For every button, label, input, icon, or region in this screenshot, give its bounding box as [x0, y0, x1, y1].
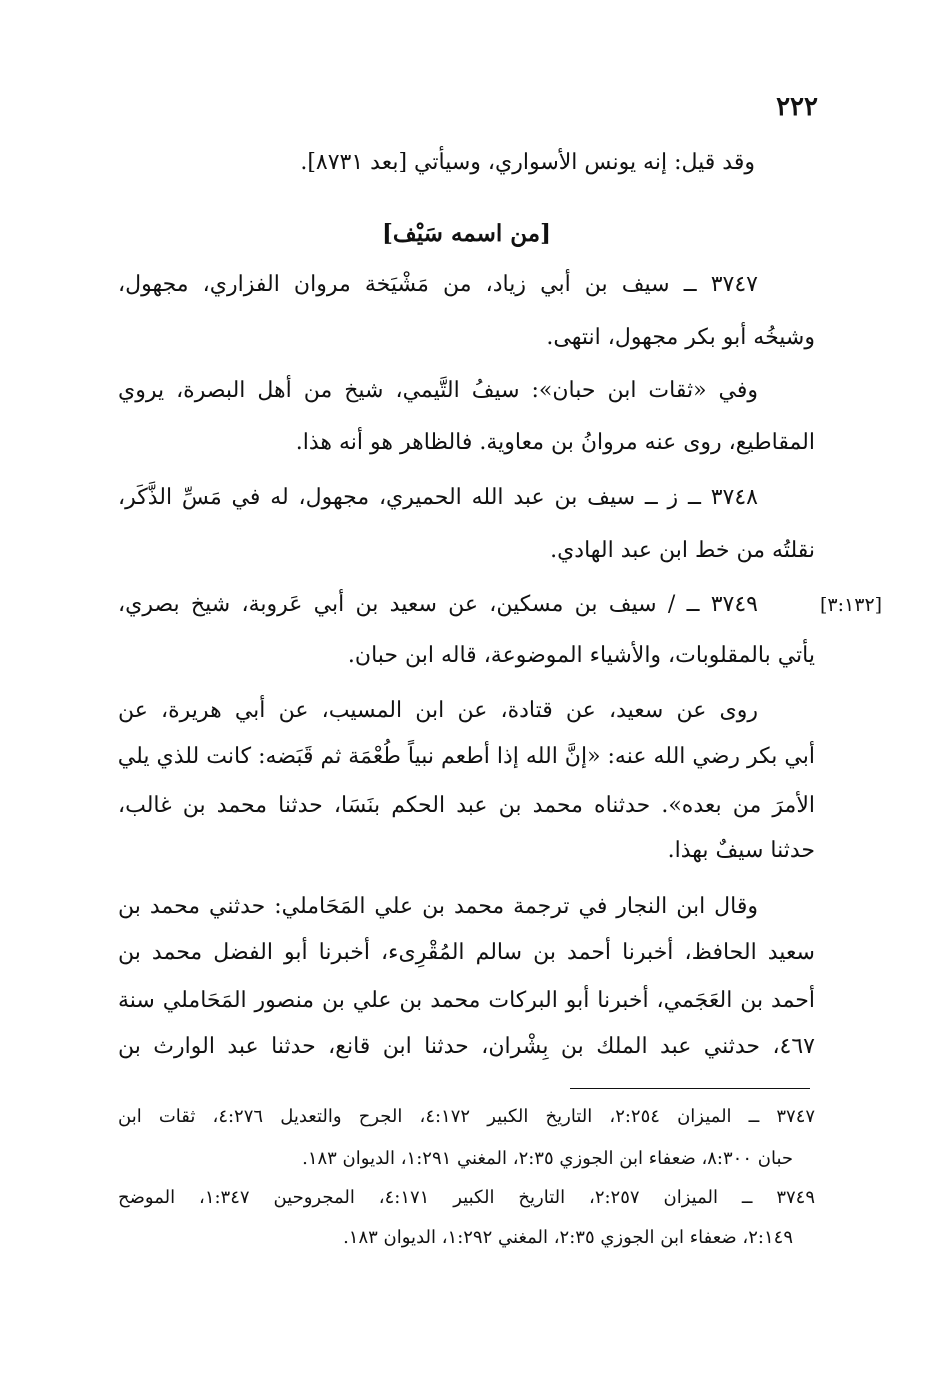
hadith-line-1: روى عن سعيد، عن قتادة، عن ابن المسيب، عن أبي هريرة، عن — [118, 698, 758, 723]
margin-reference: [٣:١٣٢] — [820, 594, 883, 616]
najjar-line-4: ٤٦٧، حدثني عبد الملك بن بِشْران، حدثنا ابن قانع، حدثنا عبد الوارث بن — [118, 1034, 815, 1059]
entry-3749-line-1: ٣٧٤٩ ــ / سيف بن مسكين، عن سعيد بن أبي عَروبة، شيخ بصري، — [118, 592, 758, 617]
footnote-3747-line-2: حبان ٨:٣٠٠، ضعفاء ابن الجوزي ٢:٣٥، المغني ١:٢٩١، الديوان ١٨٣. — [302, 1148, 793, 1169]
najjar-line-1: وقال ابن النجار في ترجمة محمد بن علي المَحَاملي: حدثني محمد بن — [118, 894, 758, 919]
najjar-line-3: أحمد بن العَجَمي، أخبرنا أبو البركات محمد بن علي بن منصور المَحَاملي سنة — [118, 988, 815, 1013]
entry-3747-line-2: وشيخُه أبو بكر مجهول، انتهى. — [546, 325, 815, 350]
section-heading: [من اسمه سَيْف] — [382, 220, 551, 247]
hadith-line-4: حدثنا سيفٌ بهذا. — [667, 838, 815, 863]
hadith-line-2: أبي بكر رضي الله عنه: «إنَّ الله إذا أطعم نبياً طُعْمَة ثم قَبَضه: كانت للذي يلي — [117, 744, 815, 769]
page-number: ٢٢٢ — [776, 92, 818, 122]
footnote-3749-line-2: ٢:١٤٩، ضعفاء ابن الجوزي ٢:٣٥، المغني ١:٢٩٢، الديوان ١٨٣. — [343, 1227, 793, 1248]
entry-3748-line-1: ٣٧٤٨ ــ ز ــ سيف بن عبد الله الحميري، مجهول، له في مَسِّ الذَّكَر، — [118, 485, 758, 510]
thiqat-line-1: وفي «ثقات ابن حبان»: سيفُ التَّيمي، شيخ من أهل البصرة، يروي — [118, 378, 758, 403]
entry-3747-line-1: ٣٧٤٧ ــ سيف بن أبي زياد، من مَشْيَخة مروان الفزاري، مجهول، — [118, 272, 758, 297]
footnote-3747-line-1: ٣٧٤٧ ــ الميزان ٢:٢٥٤، التاريخ الكبير ٤:١٧٢، الجرح والتعديل ٤:٢٧٦، ثقات ابن — [118, 1106, 816, 1127]
entry-3749-line-2: يأتي بالمقلوبات، والأشياء الموضوعة، قاله ابن حبان. — [347, 643, 815, 668]
footnote-rule — [570, 1088, 810, 1089]
hadith-line-3: الأمرَ من بعده». حدثناه محمد بن عبد الحكم بنَسَا، حدثنا محمد بن غالب، — [118, 793, 815, 818]
entry-3748-line-2: نقلتُه من خط ابن عبد الهادي. — [550, 538, 815, 563]
footnote-3749-line-1: ٣٧٤٩ ــ الميزان ٢:٢٥٧، التاريخ الكبير ٤:١٧١، المجروحين ١:٣٤٧، الموضح — [118, 1187, 815, 1208]
intro-line: وقد قيل: إنه يونس الأسواري، وسيأتي [بعد ٨٧٣١]. — [300, 150, 755, 175]
najjar-line-2: سعيد الحافظ، أخبرنا أحمد بن سالم المُقْرِىء، أخبرنا أبو الفضل محمد بن — [118, 940, 815, 965]
thiqat-line-2: المقاطيع، روى عنه مروانُ بن معاوية. فالظاهر هو أنه هذا. — [295, 430, 815, 455]
